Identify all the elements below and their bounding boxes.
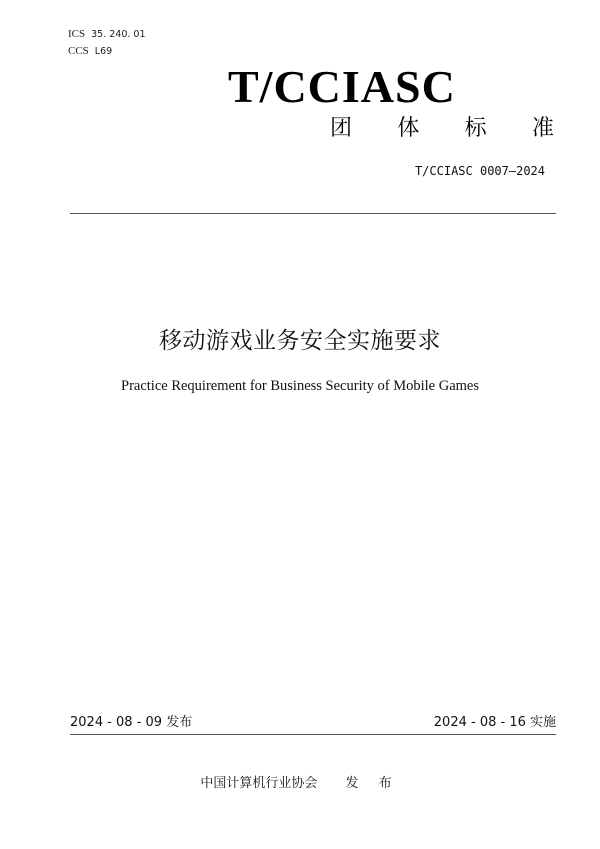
implementation-date: 2024 - 08 - 16 实施	[433, 715, 556, 730]
issue-date: 2024 - 08 - 09 发布	[70, 715, 193, 730]
document-title-english: Practice Requirement for Business Security of Mobile Games	[121, 378, 479, 394]
standard-type-char: 团	[330, 116, 353, 141]
standard-type-char: 体	[397, 116, 420, 141]
ccs-value: L69	[94, 46, 113, 57]
publisher	[0, 776, 600, 792]
ics-value: 35. 240. 01	[91, 29, 146, 40]
standard-type	[330, 116, 554, 142]
publisher-verb: 发 布	[345, 776, 400, 791]
top-divider	[70, 213, 556, 214]
ccs-code	[68, 45, 112, 58]
standard-number: T/CCIASC 0007—2024	[414, 164, 545, 178]
ics-code	[68, 28, 146, 41]
standard-type-char: 标	[464, 116, 487, 141]
ics-label: ICS	[68, 28, 86, 40]
organization-logo-text: T/CCIASC	[228, 61, 456, 112]
bottom-divider	[70, 734, 556, 735]
document-title-chinese: 移动游戏业务安全实施要求	[159, 328, 441, 354]
standard-type-char: 准	[531, 116, 554, 141]
ccs-label: CCS	[68, 45, 89, 57]
publisher-organization: 中国计算机行业协会	[200, 776, 318, 791]
